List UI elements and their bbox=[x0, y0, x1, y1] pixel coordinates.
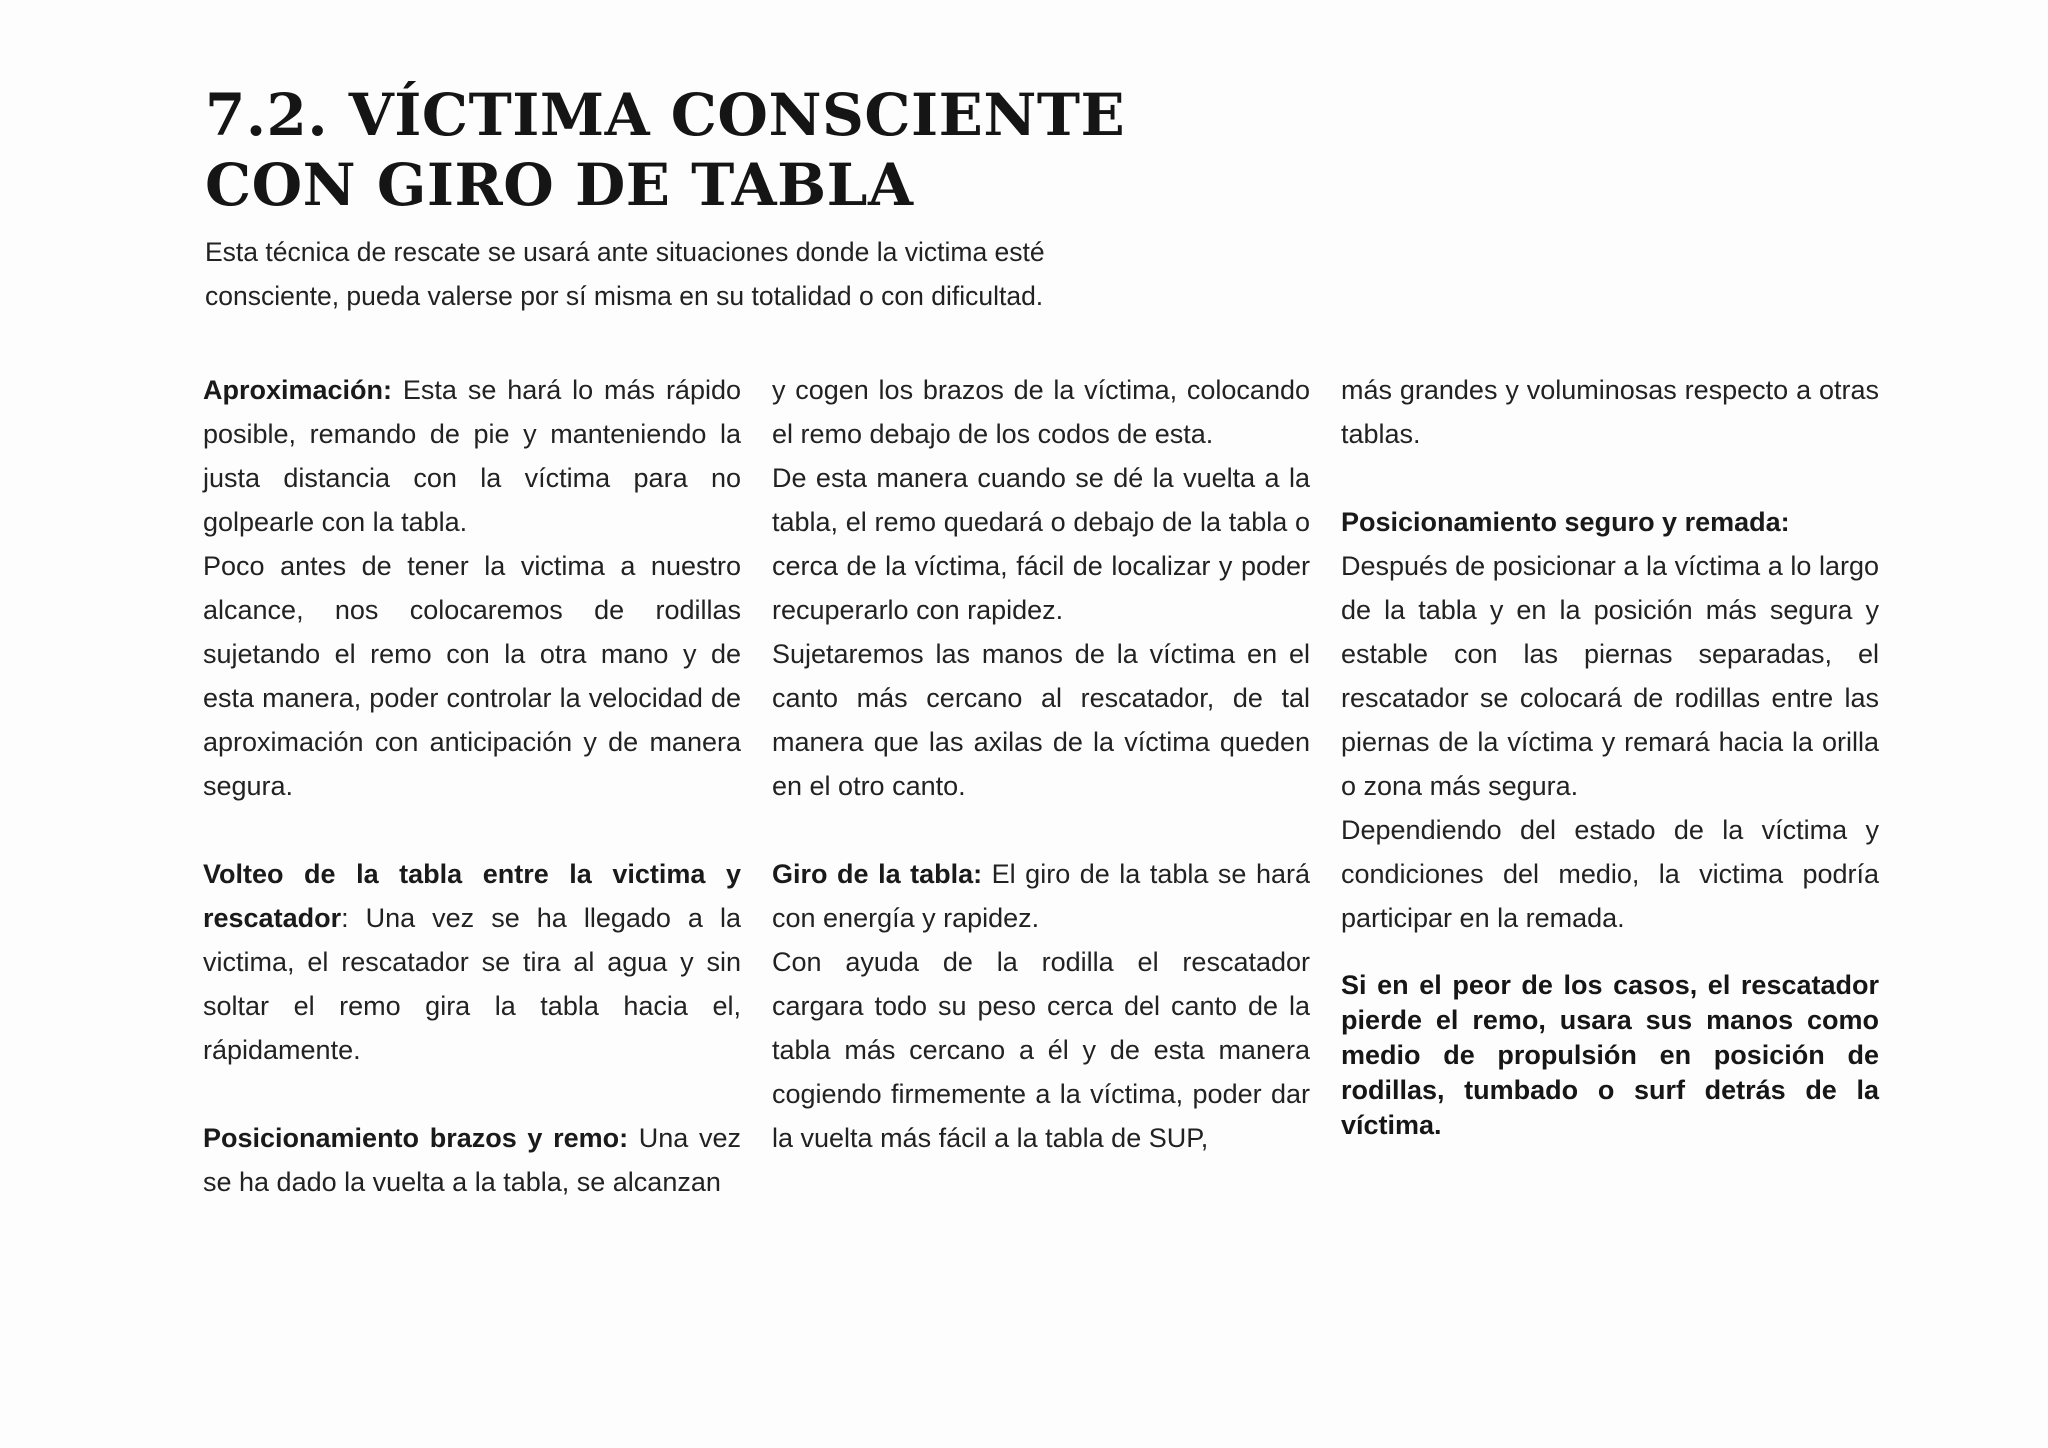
section-title bbox=[205, 80, 1125, 220]
intro-paragraph: Esta técnica de rescate se usará ante situaciones donde la victima esté consciente, pueda valerse por sí misma en su totalidad o con dificultad. bbox=[205, 237, 1045, 311]
spacer bbox=[203, 1072, 741, 1116]
label-posicionamiento: Posicionamiento brazos y remo: bbox=[203, 1123, 629, 1153]
text-giro: El giro de la tabla se hará con energía y rapidez. bbox=[772, 859, 1310, 933]
paragraph-seguro: Después de posicionar a la víctima a lo largo de la tabla y en la posición más segura y estable con las piernas separadas, el rescatador se colocará de rodillas entre las piernas de la víctima y remará hacia la orilla o zona más segura. bbox=[1341, 551, 1879, 801]
section-title-line-2: CON GIRO DE TABLA bbox=[205, 151, 914, 219]
paragraph-aproximacion-2: Poco antes de tener la victima a nuestro alcance, nos colocaremos de rodillas sujetando el remo con la otra mano y de esta manera, poder controlar la velocidad de aproximación con anticipación y de manera segura. bbox=[203, 551, 741, 801]
label-seguro: Posicionamiento seguro y remada: bbox=[1341, 507, 1790, 537]
paragraph-seguro-heading bbox=[1341, 500, 1879, 544]
spacer bbox=[772, 808, 1310, 852]
paragraph-volteo bbox=[203, 852, 741, 1072]
section-title-line-1: 7.2. VÍCTIMA CONSCIENTE bbox=[205, 81, 1126, 149]
note-paragraph: Si en el peor de los casos, el rescatador pierde el remo, usara sus manos como medio de propulsión en posición de rodillas, tumbado o surf detrás de la víctima. bbox=[1341, 970, 1879, 1140]
paragraph-posicionamiento bbox=[203, 1116, 741, 1204]
paragraph-continuation: y cogen los brazos de la víctima, colocando el remo debajo de los codos de esta. bbox=[772, 375, 1310, 449]
paragraph-manos: Sujetaremos las manos de la víctima en el canto más cercano al rescatador, de tal manera que las axilas de la víctima queden en el otro canto. bbox=[772, 639, 1310, 801]
text-column-2 bbox=[772, 368, 1310, 1160]
text-volteo: : Una vez se ha llegado a la victima, el rescatador se tira al agua y sin soltar el remo gira la tabla hacia el, rápidamente. bbox=[203, 903, 741, 1065]
label-aproximacion: Aproximación: bbox=[203, 375, 393, 405]
text-aproximacion: Esta se hará lo más rápido posible, remando de pie y manteniendo la justa distancia con la víctima para no golpearle con la tabla. bbox=[203, 375, 741, 537]
spacer bbox=[1341, 456, 1879, 500]
spacer bbox=[203, 808, 741, 852]
label-giro: Giro de la tabla: bbox=[772, 859, 983, 889]
spacer bbox=[1341, 940, 1879, 968]
text-posicionamiento: Una vez se ha dado la vuelta a la tabla, se alcanzan bbox=[203, 1123, 741, 1197]
label-volteo: Volteo de la tabla entre la victima y rescatador bbox=[203, 859, 741, 933]
paragraph-giro bbox=[772, 852, 1310, 940]
text-column-3 bbox=[1341, 368, 1879, 1143]
paragraph-continuation-3: más grandes y voluminosas respecto a otras tablas. bbox=[1341, 375, 1879, 449]
paragraph-remo-position: De esta manera cuando se dé la vuelta a la tabla, el remo quedará o debajo de la tabla o cerca de la víctima, fácil de localizar y poder recuperarlo con rapidez. bbox=[772, 463, 1310, 625]
text-column-1 bbox=[203, 368, 741, 1204]
paragraph-seguro-2: Dependiendo del estado de la víctima y condiciones del medio, la victima podría participar en la remada. bbox=[1341, 815, 1879, 933]
paragraph-giro-2: Con ayuda de la rodilla el rescatador cargara todo su peso cerca del canto de la tabla más cercano a él y de esta manera cogiendo firmemente a la víctima, poder dar la vuelta más fácil a la tabla de SUP, bbox=[772, 947, 1310, 1153]
paragraph-aproximacion bbox=[203, 368, 741, 544]
